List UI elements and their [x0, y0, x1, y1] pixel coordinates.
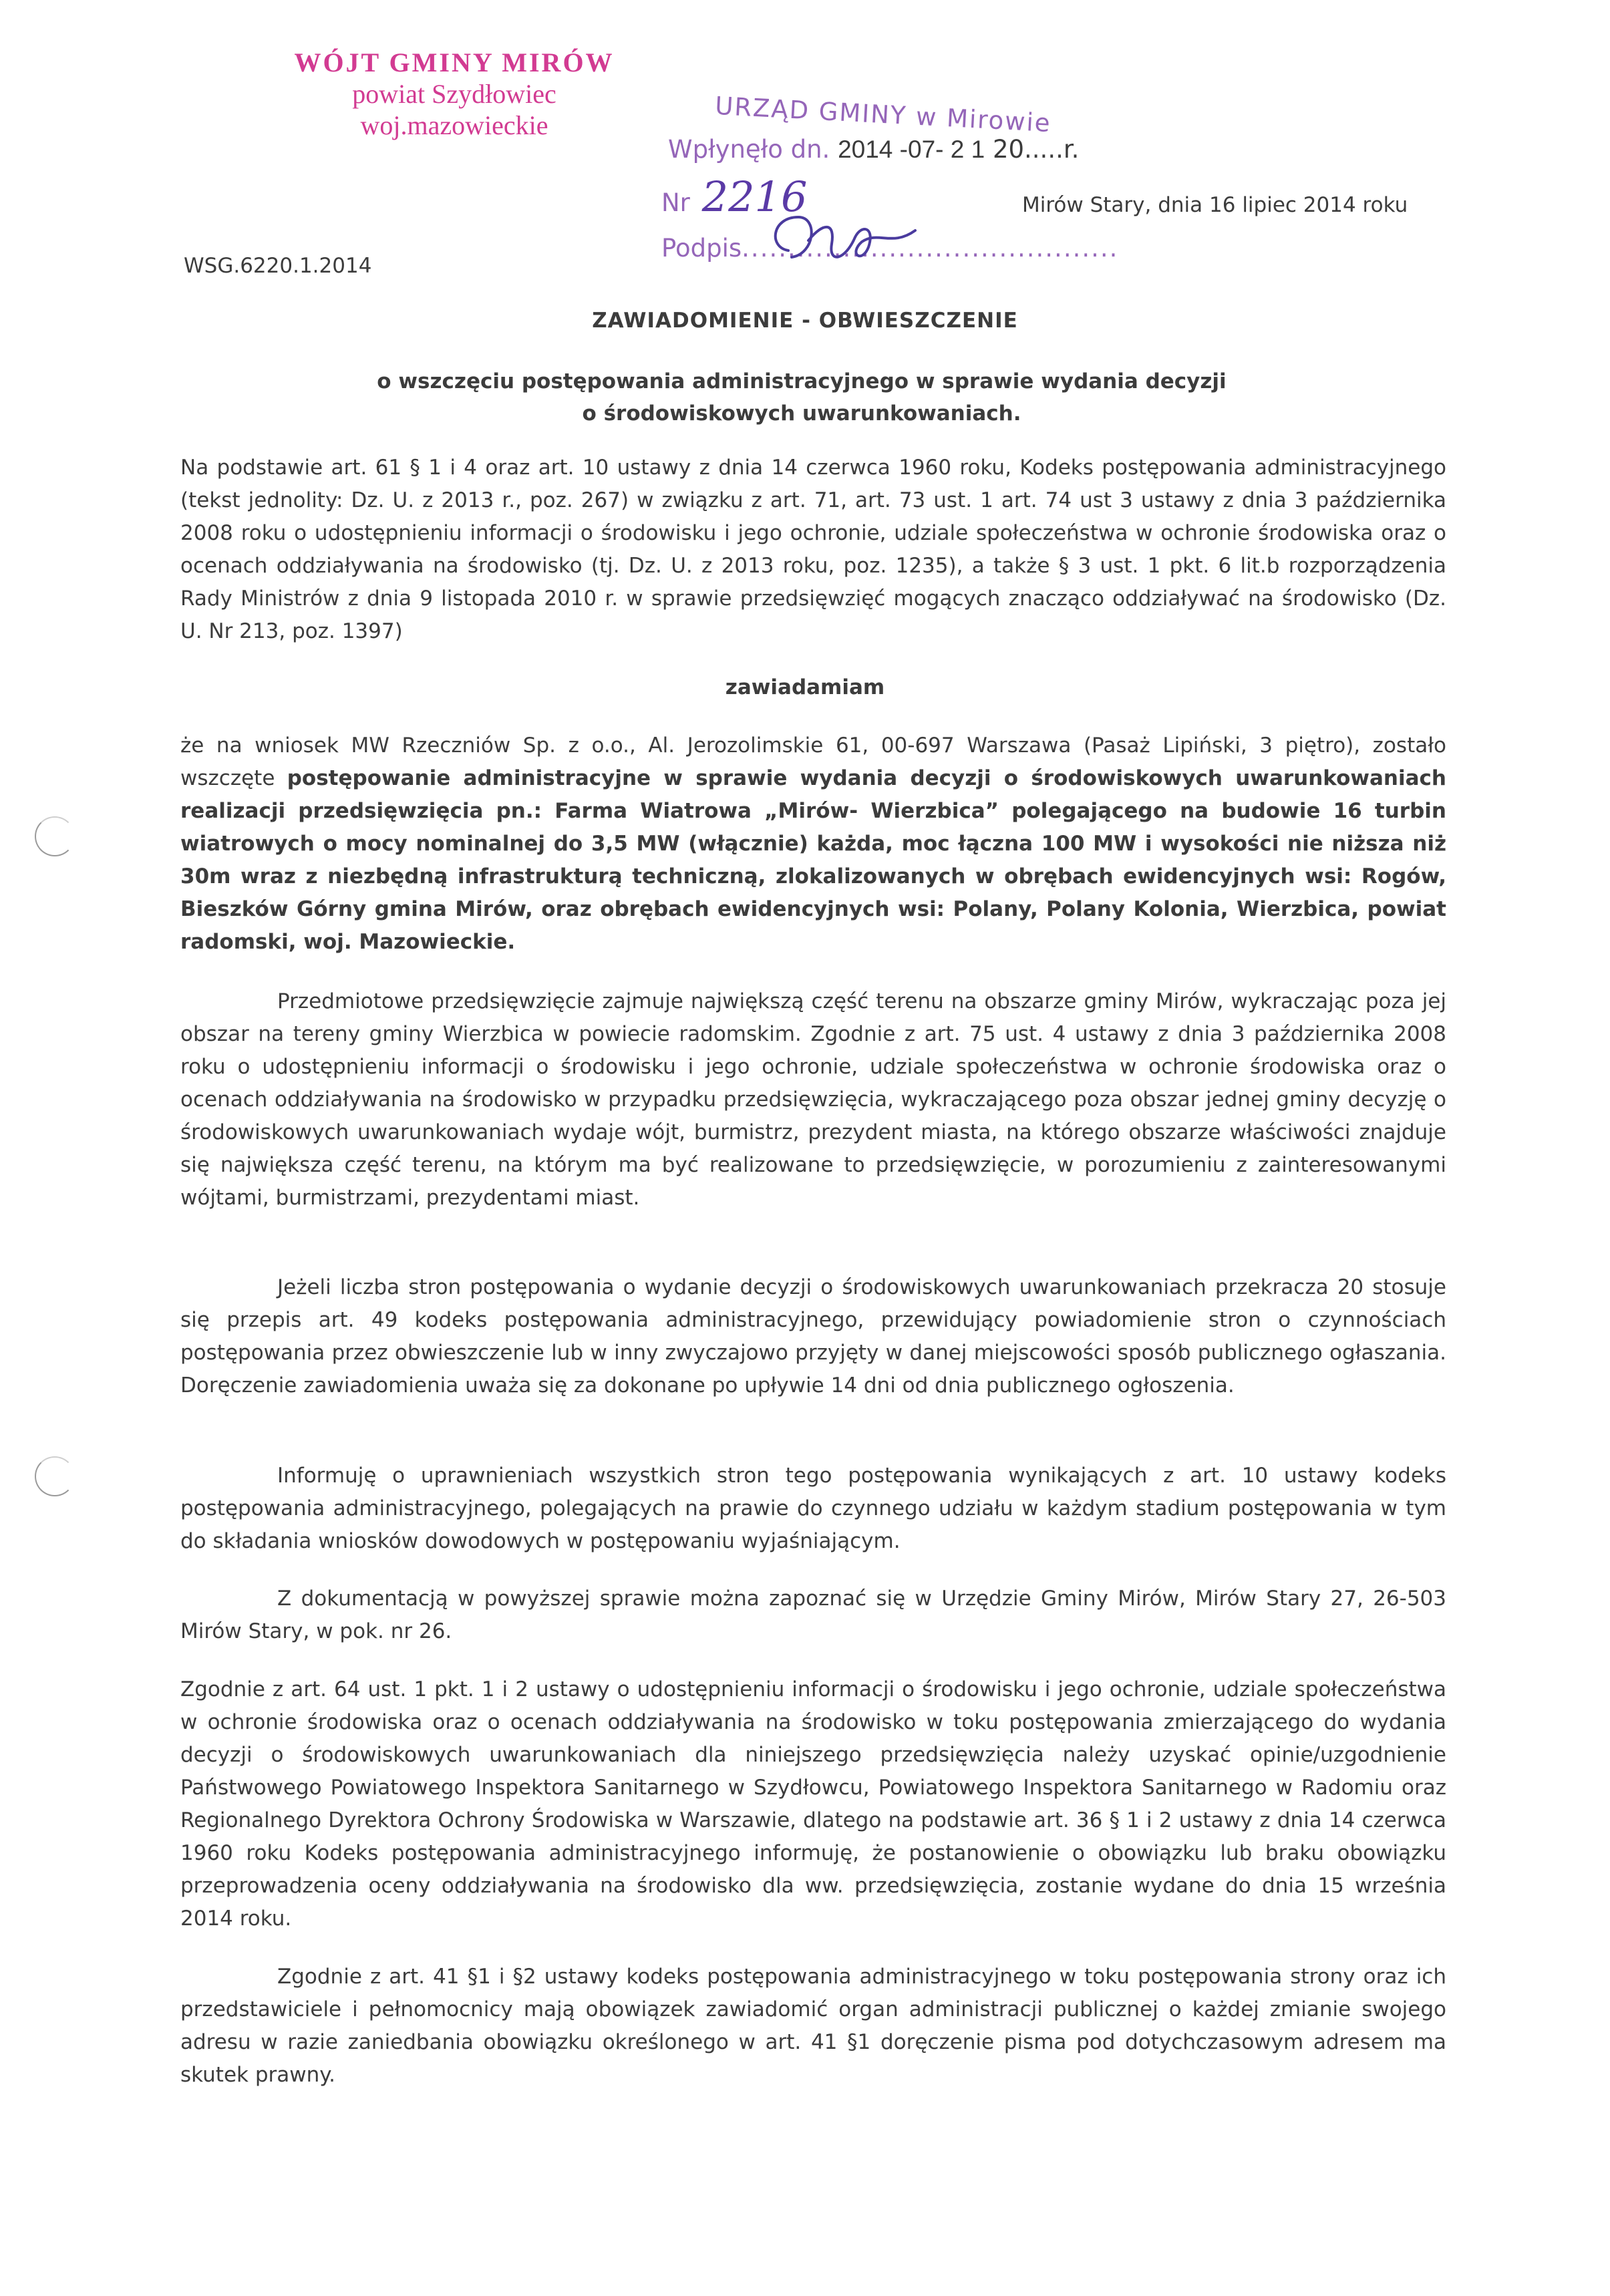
- wojt-stamp-voivodeship: woj.mazowieckie: [360, 110, 548, 141]
- notice-intro: że na wniosek MW Rzeczniów Sp. z o.o., Al. Jerozolimskie 61, 00-697 Warszawa (Pasaż Lipiński, 3 piętro), zostało wszczęte: [180, 733, 1446, 790]
- wojt-stamp-county: powiat Szydłowiec: [352, 79, 556, 110]
- reference-number: WSG.6220.1.2014: [184, 254, 372, 278]
- handwritten-signature: [762, 200, 935, 274]
- subtitle-line-1: o wszczęciu postępowania administracyjnego w sprawie wydania decyzji: [377, 369, 1227, 393]
- document-title: ZAWIADOMIENIE - OBWIESZCZENIE: [592, 309, 1018, 333]
- subtitle-line-2: o środowiskowych uwarunkowaniach.: [582, 401, 1021, 426]
- receipt-stamp: URZĄD GMINY w Mirowie Wpłynęło dn. 2014 -07- 2 1 20.....r. Nr 2216 Podpis.........................................: [661, 100, 1129, 287]
- address-change-paragraph: Zgodnie z art. 41 §1 i §2 ustawy kodeks postępowania administracyjnego w toku postępowania strony oraz ich przedstawiciele i pełnomocnicy mają obowiązek zawiadomić organ administracji publicznej o każdej zmianie swojego adresu w razie zaniedbania obowiązku określonego w art. 41 §1 doręczenie pisma pod dotychczasowym adresem ma skutek prawny.: [180, 1965, 1446, 2087]
- notice-project-description: postępowanie administracyjne w sprawie wydania decyzji o środowiskowych uwarunkowaniach realizacji przedsięwzięcia pn.: Farma Wiatrowa „Mirów- Wierzbica” polegającego na budowie 16 turbin wiatrowych o mocy nominalnej do 3,5 MW (włącznie) każda, moc łączna 100 MW i wysokości nie niższa niż 30m wraz z niezbędną infrastrukturą techniczną, zlokalizowanych w obrębach ewidencyjnych wsi: Rogów, Bieszków Górny gmina Mirów, oraz obrębach ewidencyjnych wsi: Polany, Polany Kolonia, Wierzbica, powiat radomski, woj. Mazowieckie.: [180, 766, 1446, 954]
- wojt-stamp-title: WÓJT GMINY MIRÓW: [294, 47, 615, 77]
- punch-hole-top: [35, 816, 75, 856]
- announce-word: zawiadamiam: [725, 675, 885, 699]
- receipt-date: 2014 -07- 2 1: [838, 136, 985, 163]
- receipt-stamp-title: URZĄD GMINY w Mirowie: [714, 91, 1052, 138]
- legal-basis-paragraph: Na podstawie art. 61 § 1 i 4 oraz art. 10 ustawy z dnia 14 czerwca 1960 roku, Kodeks postępowania administracyjnego (tekst jednolity: Dz. U. z 2013 r., poz. 267) w związku z art. 71, art. 73 ust. 1 art. 74 ust 3 ustawy z dnia 3 października 2008 roku o udostępnieniu informacji o środowisku i jego ochronie, udziale społeczeństwa w ochronie środowiska oraz o ocenach oddziaływania na środowisko (tj. Dz. U. z 2013 roku, poz. 1235), a także § 3 ust. 1 pkt. 6 lit.b rozporządzenia Rady Ministrów z dnia 9 listopada 2010 r. w sprawie przedsięwzięć mogących znacząco oddziaływać na środowisko (Dz. U. Nr 213, poz. 1397): [180, 456, 1446, 643]
- receipt-year-suffix: 20.....r.: [992, 135, 1080, 164]
- receipt-label: Wpłynęło dn.: [668, 135, 830, 164]
- handwritten-number: 2216: [701, 172, 808, 221]
- opinions-paragraph: Zgodnie z art. 64 ust. 1 pkt. 1 i 2 ustawy o udostępnieniu informacji o środowisku i jego ochronie, udziale społeczeństwa w ochronie środowiska oraz o ocenach oddziaływania na środowisko w toku postępowania zmierzającego do wydania decyzji o środowiskowych uwarunkowaniach dla niniejszego przedsięwzięcia należy uzyskać opinie/uzgodnienie Państwowego Powiatowego Inspektora Sanitarnego w Szydłowcu, Powiatowego Inspektora Sanitarnego w Radomiu oraz Regionalnego Dyrektora Ochrony Środowiska w Warszawie, dlatego na podstawie art. 36 § 1 i 2 ustawy z dnia 14 czerwca 1960 roku Kodeks postępowania administracyjnego informuję, że postanowienie o obowiązku lub braku obowiązku przeprowadzenia oceny oddziaływania na środowisko dla ww. przedsięwzięcia, zostanie wydane do dnia 15 września 2014 roku.: [180, 1677, 1446, 1931]
- notice-paragraph: [180, 729, 1446, 959]
- punch-hole-bottom: [35, 1456, 75, 1496]
- parties-paragraph: Jeżeli liczba stron postępowania o wydanie decyzji o środowiskowych uwarunkowaniach przekracza 20 stosuje się przepis art. 49 kodeks postępowania administracyjnego, przewidujący powiadomienie stron o czynnościach postępowania przez obwieszczenie lub w inny zwyczajowo przyjęty w danej miejscowości sposób publicznego ogłaszania. Doręczenie zawiadomienia uważa się za dokonane po upływie 14 dni od dnia publicznego ogłoszenia.: [180, 1275, 1446, 1398]
- scope-paragraph: Przedmiotowe przedsięwzięcie zajmuje największą część terenu na obszarze gminy Mirów, wykraczając poza jej obszar na tereny gminy Wierzbica w powiecie radomskim. Zgodnie z art. 75 ust. 4 ustawy z dnia 3 października 2008 roku o udostępnieniu informacji o środowisku i jego ochronie, udziale społeczeństwa w ochronie środowiska oraz o ocenach oddziaływania na środowisko w przypadku przedsięwzięcia, wykraczającego poza obszar jednej gminy decyzję o środowiskowych uwarunkowaniach wydaje wójt, burmistrz, prezydent miasta, na którego obszarze właściwości znajduje się największa część terenu, na którym ma być realizowane to przedsięwzięcie, w porozumieniu z zainteresowanymi wójtami, burmistrzami, prezydentami miast.: [180, 989, 1446, 1210]
- signature-label: Podpis: [661, 234, 742, 263]
- rights-paragraph: Informuję o uprawnieniach wszystkich stron tego postępowania wynikających z art. 10 ustawy kodeks postępowania administracyjnego, polegających na prawie do czynnego udziału w każdym stadium postępowania w tym do składania wniosków dowodowych w postępowaniu wyjaśniającym.: [180, 1464, 1446, 1553]
- document-subtitle: [267, 365, 1336, 430]
- place-and-date: Mirów Stary, dnia 16 lipiec 2014 roku: [1022, 193, 1408, 217]
- number-label: Nr: [661, 188, 690, 217]
- documentation-paragraph: Z dokumentacją w powyższej sprawie można zapoznać się w Urzędzie Gminy Mirów, Mirów Stary 27, 26-503 Mirów Stary, w pok. nr 26.: [180, 1587, 1446, 1643]
- wojt-stamp: [267, 47, 641, 142]
